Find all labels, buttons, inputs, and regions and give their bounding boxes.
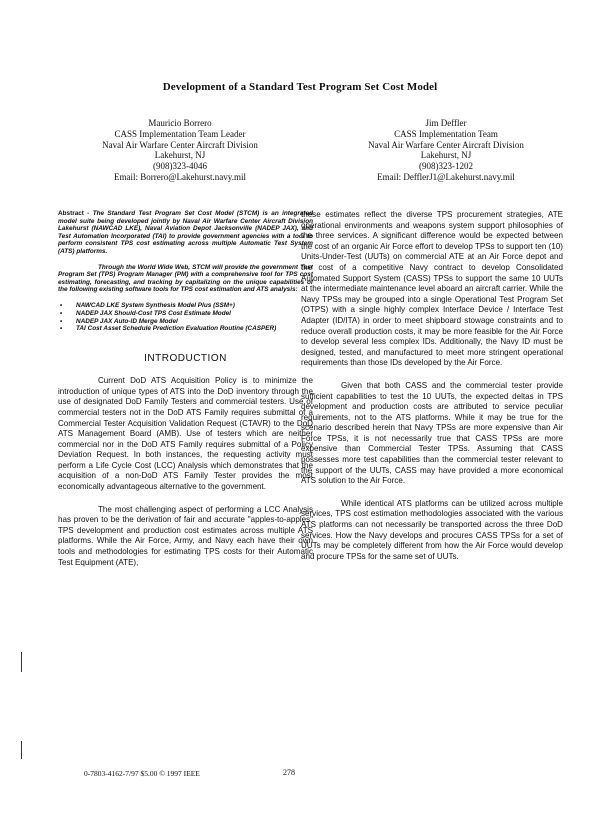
list-item: • TAI Cost Asset Schedule Prediction Evaluation Routine (CASPER): [58, 325, 313, 333]
author-name: Jim Deffler: [425, 118, 467, 128]
author-block-1: [60, 118, 300, 183]
margin-mark: [21, 652, 22, 672]
abstract-label: Abstract -: [58, 210, 90, 217]
margin-mark: [21, 741, 22, 759]
paper-title: Development of a Standard Test Program Set Cost Model: [162, 81, 438, 93]
author-role: CASS Implementation Team: [394, 128, 498, 139]
abstract-paragraph-1: [58, 210, 313, 256]
author-email: Email: Borrero@Lakehurst.navy.mil: [114, 171, 246, 182]
intro-paragraph-4: Given that both CASS and the commercial tester provide sufficient capabilities to test the 10 UUTs, the expected deltas in TPS development and production costs are attributed to service peculiar requirements, not to the ATS platforms. While it may be true for the scenario described herein that Navy TPSs are more expensive than Air Force TPSs, it is not necessarily true that CASS TPSs are more expensive than Commercial Tester TPSs. Assuming that CASS possesses more test capabilities than the commercial tester relevant to the support of the UUTs, CASS may have provided a more economical ATS solution to the Air Force.: [301, 380, 563, 486]
right-column: [301, 210, 563, 574]
author-city: Lakehurst, NJ: [154, 150, 206, 161]
page-number: 278: [283, 768, 295, 777]
author-block-2: [326, 118, 566, 183]
author-city: Lakehurst, NJ: [420, 150, 472, 161]
intro-paragraph-2: The most challenging aspect of performing a LCC Analysis has proven to be the derivation of fair and accurate "apples-to-apples" TPS development and production cost estimates across multiple ATS platforms. While the Air Force, Army, and Navy each have their own tools and methodologies for estimating TPS costs for their Automatic Test Equipment (ATE),: [58, 504, 313, 567]
section-heading: INTRODUCTION: [144, 353, 227, 365]
abstract-paragraph-2: Through the World Wide Web, STCM will provide the government Test Program Set (TPS) Program Manager (PM) with a comprehensive tool for TPS cost estimating, forecasting, and tracking by capitalizing on the unique capabilities of the following existing software tools for TPS cost estimation and ATS analysis:: [58, 263, 313, 294]
list-item: • NADEP JAX Should-Cost TPS Cost Estimate Model: [58, 310, 313, 318]
abstract-text: The Standard Test Program Set Cost Model (STCM) is an integrated model suite being developed jointly by Naval Air Warfare Center Aircraft Division Lakehurst (NAWCAD LKE), Naval Aviation Depot Jacksonville (NADEP JAX), and Test Automation Incorporated (TAI) to provide government agencies with a tool to perform consistent TPS cost estimating across multiple Automatic Test System (ATS) platforms.: [58, 210, 313, 255]
intro-paragraph-1: Current DoD ATS Acquisition Policy is to minimize the introduction of unique types of ATS into the DoD inventory through the use of designated DoD Family Testers and commercial testers. Use of commercial testers not in the DoD ATS Family requires submittal of a Commercial Tester Acquisition Validation Request (CTAVR) to the DoD ATS Management Board (AMB). Use of testers which are neither commercial nor in the DoD ATS Family requires submittal of a Policy Deviation Request. In both instances, the requesting activity must perform a Life Cycle Cost (LCC) Analysis which demonstrates that the acquisition of a non-DoD ATS Family Tester provides the most economically advantageous alternative to the government.: [58, 376, 313, 492]
author-phone: (908)323-1202: [419, 161, 473, 172]
intro-paragraph-5: While identical ATS platforms can be utilized across multiple services, TPS cost estimation methodologies associated with the various ATS platforms can not necessarily be transported across the three DoD services. How the Navy develops and procures CASS TPSs for a set of UUTs may be completely different from how the Air Force would develop and procure TPSs for the same set of UUTs.: [301, 498, 563, 561]
author-role: CASS Implementation Team Leader: [114, 128, 246, 139]
author-phone: (908)323-4046: [153, 161, 207, 172]
list-item: • NADEP JAX Auto-ID Merge Model: [58, 318, 313, 326]
author-name: Mauricio Borrero: [148, 118, 212, 128]
intro-paragraph-3: these estimates reflect the diverse TPS procurement strategies, ATE operational environments and weapons system support philosophies of the three services. A significant difference would be expected between the cost of an organic Air Force effort to develop TPSs to support ten (10) Units-Under-Test (UUTs) on commercial ATE at an Air Force depot and the cost of a competitive Navy contract to develop Consolidated Automated Support System (CASS) TPSs to support the same 10 UUTs at the intermediate maintenance level aboard an aircraft carrier. While the Navy TPSs may be grouped into a single Operational Test Program Set (OTPS) with a single highly complex Interface Device / Interface Test Adapter (ID/ITA) in order to meet shipboard stowage constraints and to reduce overall production costs, it may be more feasible for the Air Force to develop several less complex IDs. Additionally, the Navy ID must be designed, tested, and manufactured to meet more stringent operational requirements than those IDs developed by the Air Force.: [301, 210, 563, 368]
copyright-line: 0-7803-4162-7/97 $5.00 © 1997 IEEE: [84, 769, 200, 778]
author-org: Naval Air Warfare Center Aircraft Division: [368, 139, 524, 150]
list-item: • NAWCAD LKE System Synthesis Model Plus (SSM+): [58, 302, 313, 310]
author-email: Email: DefflerJ1@Lakehurst.navy.mil: [377, 171, 515, 182]
left-column: [58, 210, 313, 580]
tool-list: [58, 302, 313, 333]
author-org: Naval Air Warfare Center Aircraft Division: [102, 139, 258, 150]
